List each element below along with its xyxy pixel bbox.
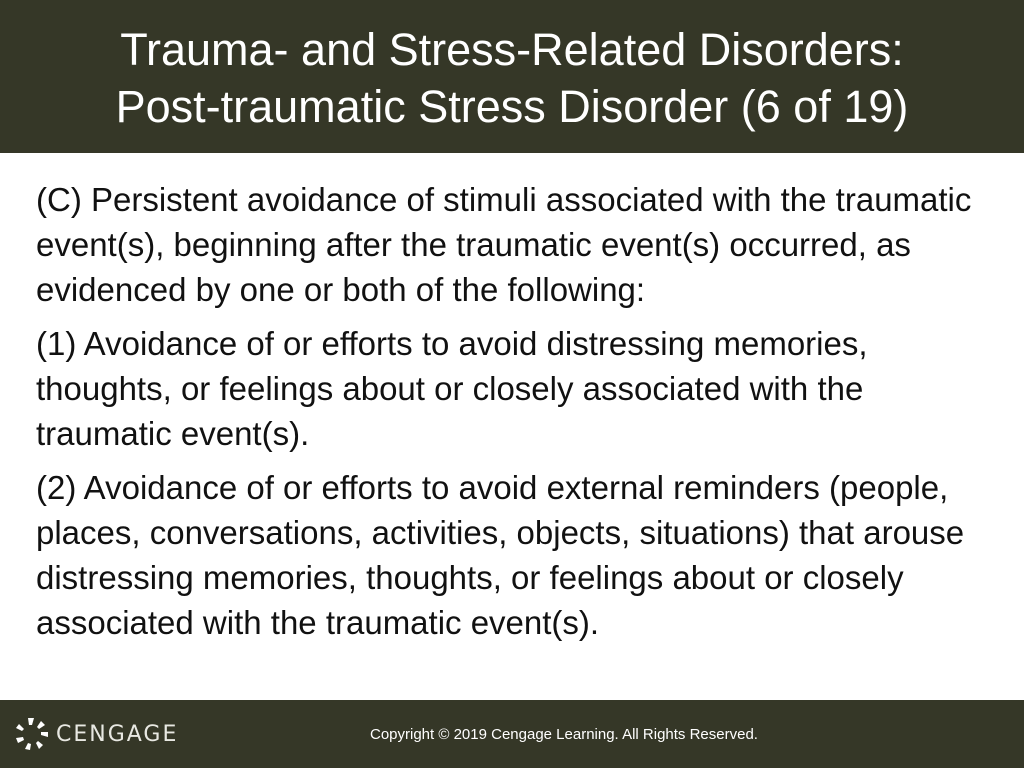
- slide-footer: [0, 700, 1024, 768]
- cengage-logo-icon: [14, 716, 50, 752]
- slide-body: [36, 177, 996, 654]
- slide-header: [0, 0, 1024, 153]
- slide-title-line-2: Post-traumatic Stress Disorder (6 of 19): [115, 80, 909, 132]
- copyright-notice: Copyright © 2019 Cengage Learning. All Rights Reserved.: [370, 726, 758, 743]
- slide-title-line-1: Trauma- and Stress-Related Disorders:: [120, 23, 904, 75]
- cengage-logo: [14, 716, 178, 752]
- cengage-logo-text: CENGAGE: [56, 721, 179, 747]
- criterion-c-paragraph: (C) Persistent avoidance of stimuli associated with the traumatic event(s), beginning after the traumatic event(s) occurred, as evidenced by one or both of the following:: [36, 181, 972, 308]
- criterion-c1-paragraph: (1) Avoidance of or efforts to avoid distressing memories, thoughts, or feelings about or closely associated with the traumatic event(s).: [36, 325, 868, 452]
- criterion-c2-paragraph: (2) Avoidance of or efforts to avoid external reminders (people, places, conversations, activities, objects, situations) that arouse distressing memories, thoughts, or feelings about or closely associated with the traumatic event(s).: [36, 469, 965, 641]
